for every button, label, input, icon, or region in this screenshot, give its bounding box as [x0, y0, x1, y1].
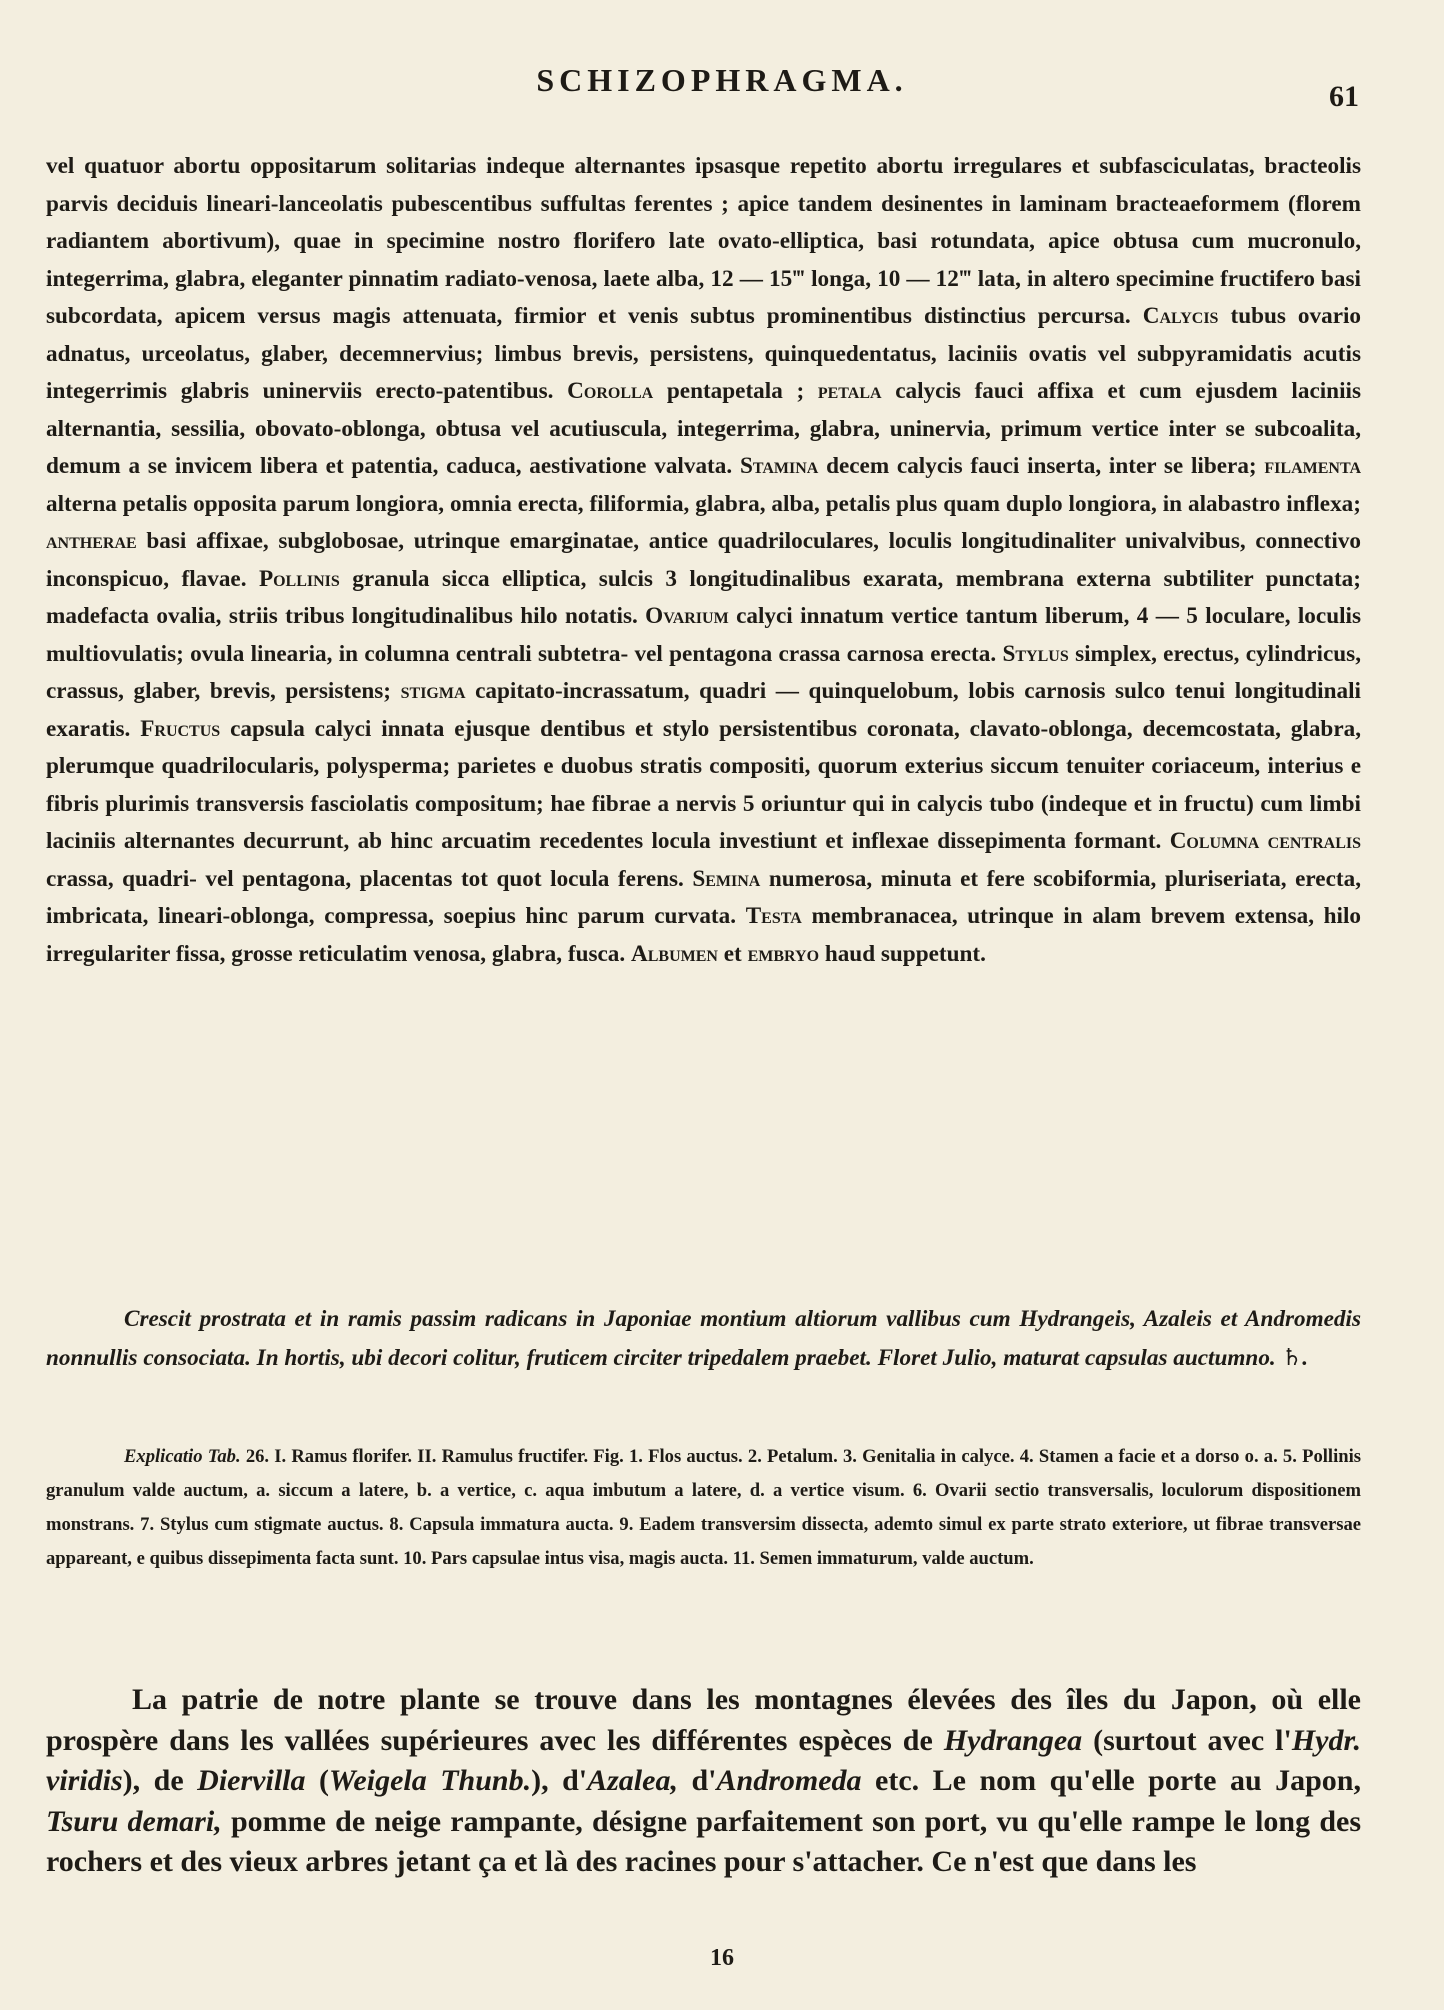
- term-corolla: Corolla: [567, 378, 654, 404]
- text-run: haud suppetunt.: [824, 940, 986, 967]
- taxon-name: Azalea,: [587, 1764, 678, 1797]
- french-paragraph: [46, 1680, 1361, 1883]
- taxon-name: Hydr. viridis: [46, 1723, 1361, 1797]
- text-run: tubus ovario adnatus, urceolatus, glaber, decemnervius; limbus brevis, persistens, quinquedentatus, laciniis ovatis vel subpyramidatis acutis integerrimis glabris uninerviis erecto-patentibus.: [46, 303, 1362, 404]
- term-centralis: centralis: [1267, 828, 1362, 854]
- text-run: calyci innatum vertice tantum liberum, 4 — 5 loculare, loculis multiovulatis; ovula linearia, in columna centrali subtetra- vel pentagona crassa carnosa erecta.: [46, 603, 1361, 667]
- taxon-name: Hydrangea: [943, 1723, 1083, 1757]
- text-run: etc. Le nom qu'elle porte au Japon,: [875, 1764, 1361, 1797]
- term-filamenta: filamenta: [1264, 453, 1361, 479]
- term-antherae: antherae: [46, 528, 137, 554]
- term-stylus: Stylus: [1002, 640, 1069, 667]
- text-run: pentapetala ;: [666, 378, 805, 404]
- text-run: alterna petalis opposita parum longiora, omnia erecta, filiformia, glabra, alba, petalis plus quam duplo longiora, in alabastro inflexa;: [46, 490, 1361, 517]
- signature-mark: 16: [710, 1945, 734, 1971]
- text-run: (surtout avec l': [1093, 1723, 1292, 1757]
- taxon-name: Weigela Thunb.: [328, 1764, 532, 1797]
- plate-explanation-lead: Explicatio Tab.: [124, 1446, 241, 1467]
- text-run: crassa, quadri- vel pentagona, placentas tot quot locula ferens.: [46, 865, 684, 892]
- term-embryo: embryo: [747, 940, 820, 967]
- taxon-name: Diervilla: [197, 1764, 306, 1797]
- taxon-name: Andromeda: [716, 1764, 862, 1797]
- habitat-paragraph: Crescit prostrata et in ramis passim radicans in Japoniae montium altiorum vallibus cum Hydrangeis, Azaleis et Andromedis nonnullis consociata. In hortis, ubi decori colitur, fruticem circiter tripedalem praebet. Floret Julio, maturat capsulas auctumno. ♄.: [46, 1306, 1361, 1371]
- term-stamina: Stamina: [739, 453, 819, 479]
- text-run: ), d': [531, 1764, 588, 1797]
- term-pollinis: Pollinis: [258, 565, 340, 592]
- term-calycis: Calycis: [1142, 303, 1219, 329]
- term-semina: Semina: [692, 865, 761, 892]
- japanese-name: Tsuru demari,: [46, 1804, 222, 1838]
- text-run: granula sicca elliptica, sulcis 3 longitudinalibus exarata, membrana externa subtiliter punctata; madefacta ovalia, striis tribus longitudinalibus hilo notatis.: [46, 565, 1361, 629]
- description-paragraph: [46, 148, 1361, 973]
- text-run: calycis fauci affixa et cum ejusdem laciniis alternantia, sessilia, obovato-oblonga, obtusa vel acutiuscula, integerrima, glabra, uninervia, primum vertice inter se subcoalita, demum a se invicem libera et patentia, caduca, aestivatione valvata.: [46, 378, 1361, 479]
- term-stigma: stigma: [400, 678, 466, 704]
- text-run: ), de: [122, 1764, 184, 1797]
- term-albumen: Albumen: [630, 940, 718, 967]
- text-run: simplex, erectus, cylindricus, crassus, glaber, brevis, persistens;: [46, 640, 1361, 704]
- page-number: 61: [1329, 80, 1359, 113]
- term-petala: petala: [817, 378, 882, 404]
- running-head-title: SCHIZOPHRAGMA.: [536, 62, 908, 98]
- text-run: et: [723, 940, 742, 967]
- text-run: numerosa, minuta et fere scobiformia, pluriseriata, erecta, imbricata, lineari-oblonga, compressa, soepius hinc parum curvata.: [46, 865, 1361, 929]
- plate-explanation-text: 26. I. Ramus florifer. II. Ramulus fructifer. Fig. 1. Flos auctus. 2. Petalum. 3. Genitalia in calyce. 4. Stamen a facie et a dorso o. a. 5. Pollinis granulum valde auctum, a. siccum a latere, b. a vertice, c. aqua imbutum a latere, d. a vertice visum. 6. Ovarii sectio transversalis, loculorum dispositionem monstrans. 7. Stylus cum stigmate auctus. 8. Capsula immatura aucta. 9. Eadem transversim dissecta, ademto simul ex parte strato exteriore, ut fibrae transversae appareant, e quibus dissepimenta facta sunt. 10. Pars capsulae intus visa, magis aucta. 11. Semen immaturum, valde auctum.: [46, 1446, 1361, 1569]
- plate-explanation: [46, 1440, 1361, 1576]
- text-run: (: [318, 1764, 329, 1797]
- text-run: capsula calyci innata ejusque dentibus et stylo persistentibus coronata, clavato-oblonga, decemcostata, glabra, plerumque quadrilocularis, polysperma; parietes e duobus stratis compositi, quorum exterius siccum tenuiter coriaceum, interius e fibris plurimis transversis fasciolatis compositum; hae fibrae a nervis 5 oriuntur qui in calycis tubo (indeque et in fructu) cum limbi laciniis alternantes decurrunt, ab hinc arcuatim recedentes locula investiunt et inflexae dissepimenta formant.: [46, 715, 1362, 854]
- text-run: d': [691, 1764, 717, 1797]
- text-run: La patrie de notre plante se trouve dans les montagnes élevées des îles du Japon, où elle prospère dans les vallées supérieures avec les différentes espèces de: [46, 1683, 1361, 1757]
- text-run: decem calycis fauci inserta, inter se libera;: [826, 453, 1257, 479]
- term-fructus: Fructus: [140, 715, 221, 742]
- term-columna: Columna: [1169, 828, 1260, 854]
- text-run: basi affixae, subglobosae, utrinque emarginatae, antice quadriloculares, loculis longitudinaliter univalvibus, connectivo inconspicuo, flavae.: [46, 528, 1362, 592]
- text-run: capitato-incrassatum, quadri — quinquelobum, lobis carnosis sulco tenui longitudinali exaratis.: [46, 678, 1361, 742]
- text-run: membranacea, utrinque in alam brevem extensa, hilo irregulariter fissa, grosse reticulatim venosa, glabra, fusca.: [46, 903, 1362, 967]
- term-ovarium: Ovarium: [645, 603, 729, 629]
- text-run: pomme de neige rampante, désigne parfaitement son port, vu qu'elle rampe le long des rochers et des vieux arbres jetant ça et là des racines pour s'attacher. Ce n'est que dans les: [46, 1804, 1362, 1878]
- text-run: vel quatuor abortu oppositarum solitarias indeque alternantes ipsasque repetito abortu irregulares et subfasciculatas, bracteolis parvis deciduis lineari-lanceolatis pubescentibus suffultas ferentes ; apice tandem desinentes in laminam bracteaeformem (florem radiantem abortivum), quae in specimine nostro florifero late ovato-elliptica, basi rotundata, apice obtusa cum mucronulo, integerrima, glabra, eleganter pinnatim radiato-venosa, laete alba, 12 — 15‴ longa, 10 — 12‴ lata, in altero specimine fructifero basi subcordata, apicem versus magis attenuata, firmior et venis subtus prominentibus distinctius percursa.: [46, 153, 1361, 329]
- term-testa: Testa: [745, 903, 802, 929]
